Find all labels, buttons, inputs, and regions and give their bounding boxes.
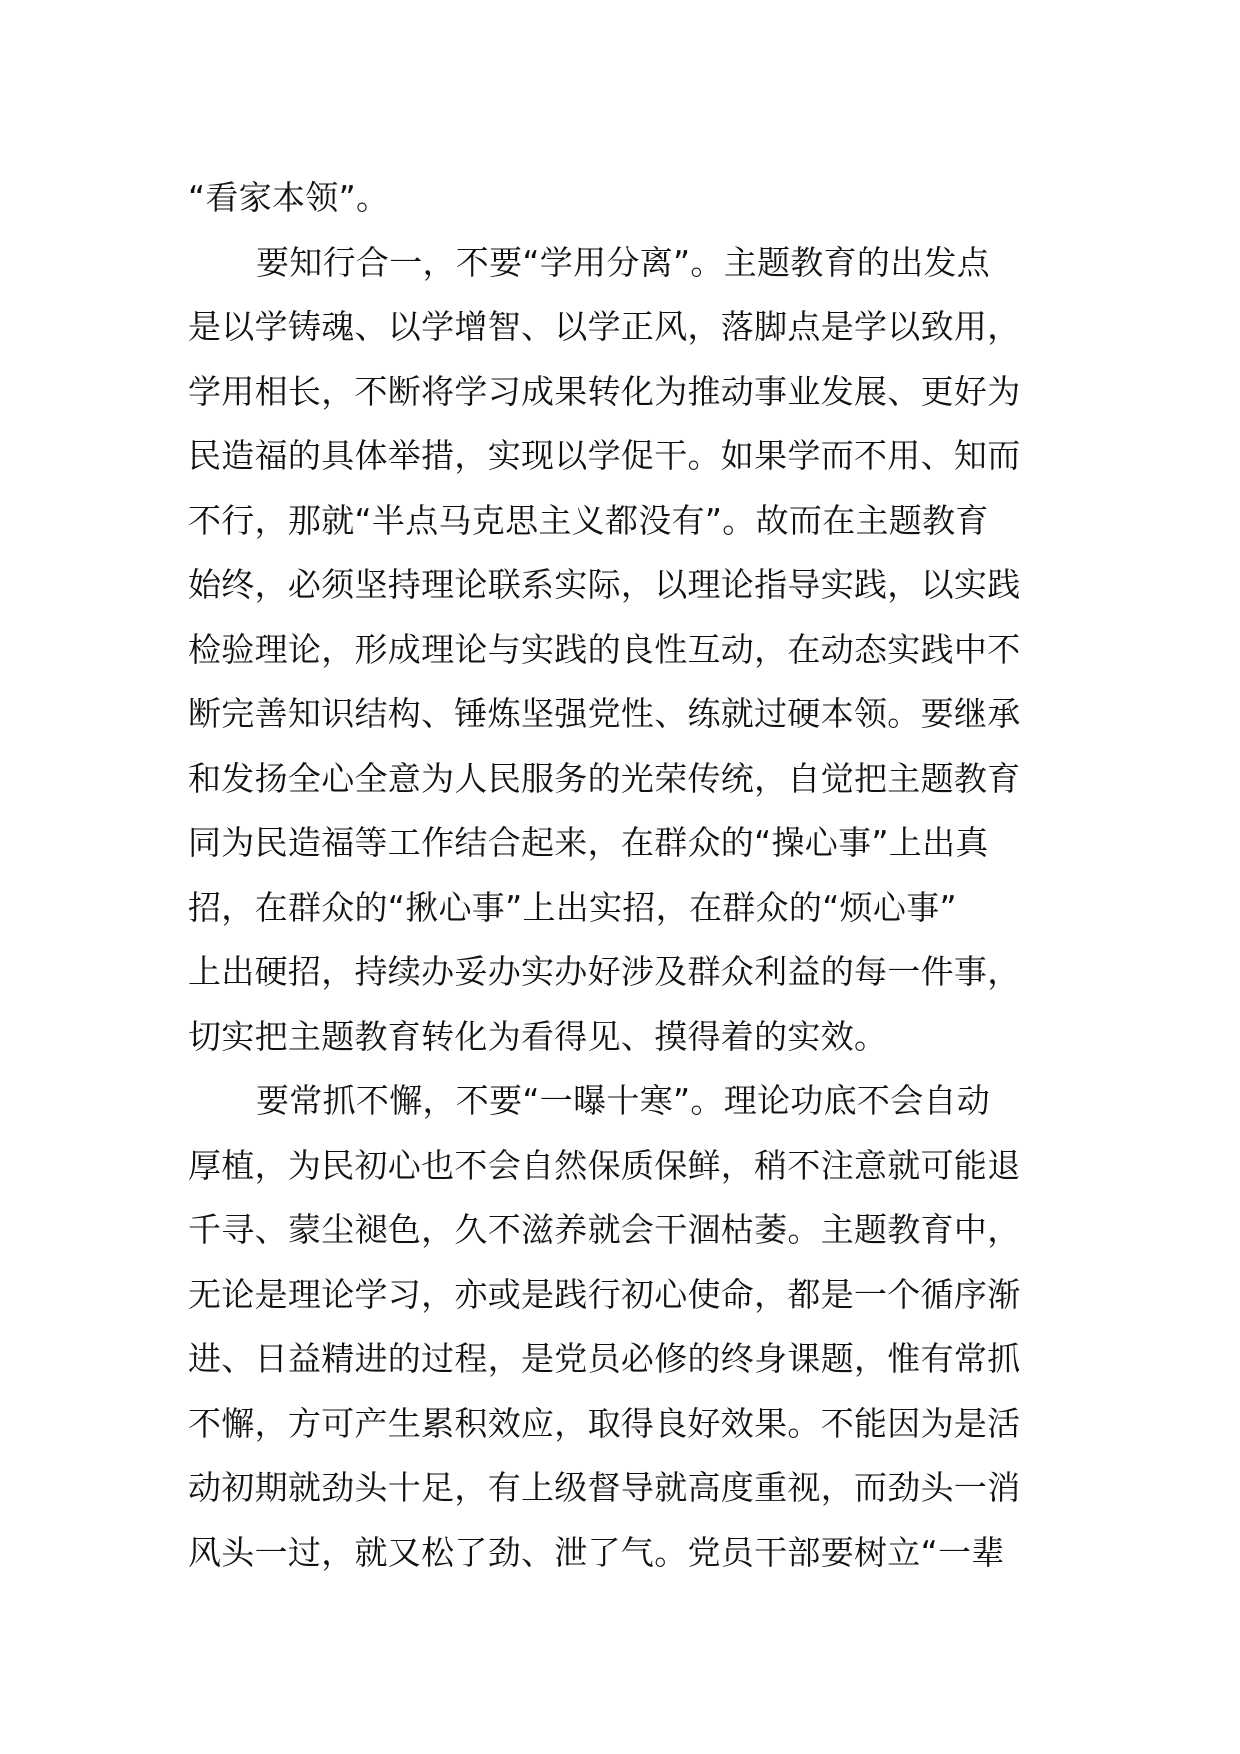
paragraph-3-line-3: 千寻、蒙尘褪色，久不滋养就会干涸枯萎。主题教育中，: [188, 1210, 1021, 1249]
paragraph-2-line-13: 切实把主题教育转化为看得见、摸得着的实效。: [188, 1016, 888, 1056]
paragraph-2-line-7: 检验理论，形成理论与实践的良性互动，在动态实践中不: [188, 629, 1021, 669]
paragraph-3-line-8: 风头一过，就又松了劲、泄了气。党员干部要树立“一辈: [188, 1532, 1005, 1572]
paragraph-2-line-3: 学用相长，不断将学习成果转化为推动事业发展、更好为: [188, 371, 1021, 411]
paragraph-3-line-6: 不懈，方可产生累积效应，取得良好效果。不能因为是活: [188, 1403, 1021, 1443]
paragraph-3-line-4: 无论是理论学习，亦或是践行初心使命，都是一个循序渐: [188, 1274, 1021, 1314]
paragraph-3-line-5: 进、日益精进的过程，是党员必修的终身课题，惟有常抓: [188, 1339, 1021, 1378]
paragraph-3-line-1: 要常抓不懈，不要“一曝十寒”。理论功底不会自动: [256, 1081, 991, 1120]
paragraph-3-line-2: 厚植，为民初心也不会自然保质保鲜，稍不注意就可能退: [188, 1145, 1021, 1185]
body-text: [188, 166, 1068, 1585]
paragraph-2-line-9: 和发扬全心全意为人民服务的光荣传统，自觉把主题教育: [188, 758, 1021, 798]
paragraph-2-line-11: 招，在群众的“揪心事”上出实招，在群众的“烦心事”: [188, 887, 957, 927]
paragraph-3-line-7: 动初期就劲头十足，有上级督导就高度重视，而劲头一消: [188, 1468, 1021, 1507]
text-line-1: “看家本领”。: [188, 178, 390, 217]
paragraph-2-line-8: 断完善知识结构、锤炼坚强党性、练就过硬本领。要继承: [188, 694, 1021, 733]
paragraph-2-line-10: 同为民造福等工作结合起来，在群众的“操心事”上出真: [188, 823, 989, 862]
paragraph-2-line-5: 不行，那就“半点马克思主义都没有”。故而在主题教育: [188, 500, 989, 540]
paragraph-2-line-1: 要知行合一，不要“学用分离”。主题教育的出发点: [256, 242, 991, 282]
paragraph-2-line-4: 民造福的具体举措，实现以学促干。如果学而不用、知而: [188, 436, 1021, 475]
paragraph-2-line-6: 始终，必须坚持理论联系实际，以理论指导实践，以实践: [188, 565, 1021, 604]
paragraph-2-line-12: 上出硬招，持续办妥办实办好涉及群众利益的每一件事，: [188, 952, 1021, 991]
paragraph-2-line-2: 是以学铸魂、以学增智、以学正风，落脚点是学以致用，: [188, 307, 1021, 346]
